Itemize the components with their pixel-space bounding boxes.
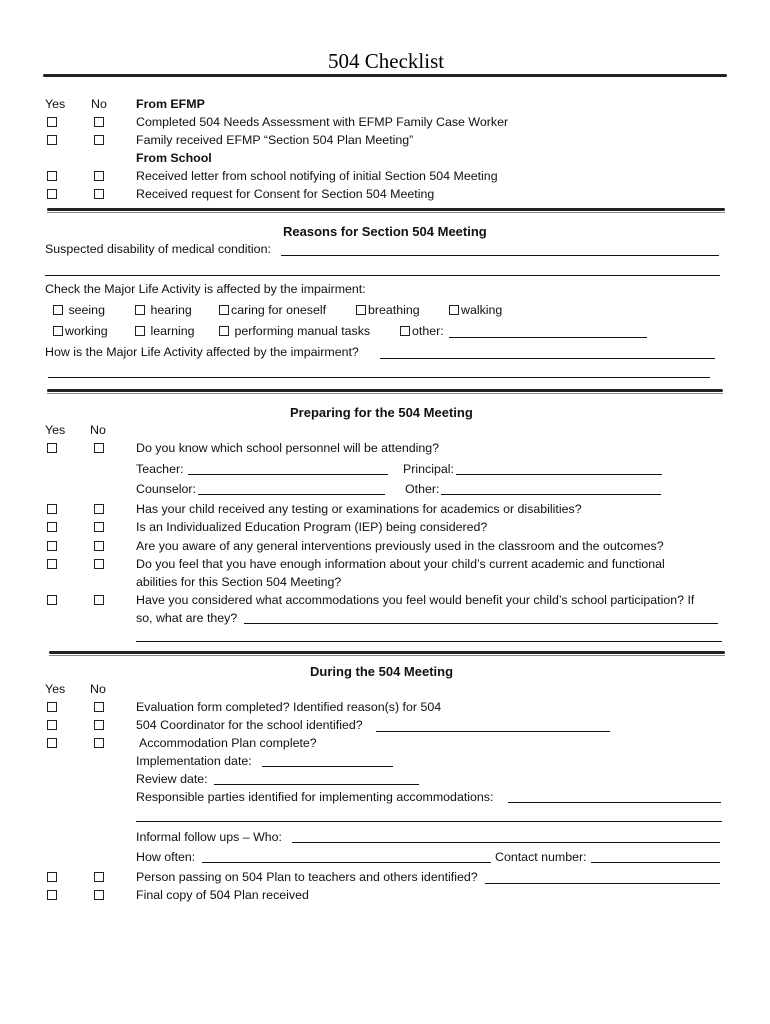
implementation-date-field[interactable] [262, 766, 393, 767]
prep-q3-yes-checkbox[interactable] [47, 522, 57, 532]
no-header: No [90, 423, 106, 437]
efmp-item2-no-checkbox[interactable] [94, 135, 104, 145]
during-q1-text: Evaluation form completed? Identified reason(s) for 504 [136, 700, 442, 714]
page-title: 504 Checklist [328, 49, 445, 73]
activity-working[interactable] [53, 325, 108, 337]
person-passing-field[interactable] [485, 883, 720, 884]
prep-q5-yes-checkbox[interactable] [47, 559, 57, 569]
how-often-field[interactable] [202, 862, 491, 863]
other-personnel-label: Other: [405, 482, 440, 496]
during-q3-no-checkbox[interactable] [94, 738, 104, 748]
during-q1-no-checkbox[interactable] [94, 702, 104, 712]
school-heading: From School [136, 151, 212, 165]
during-q4-yes-checkbox[interactable] [47, 872, 57, 882]
activity-seeing[interactable] [53, 304, 105, 316]
prep-q4-no-checkbox[interactable] [94, 541, 104, 551]
contact-label: Contact number: [495, 850, 587, 864]
efmp-item2-text: Family received EFMP “Section 504 Plan Meeting” [136, 133, 414, 147]
implementation-label: Implementation date: [136, 754, 252, 768]
efmp-item2-yes-checkbox[interactable] [47, 135, 57, 145]
school-item2-no-checkbox[interactable] [94, 189, 104, 199]
activity-breathing[interactable] [356, 304, 420, 316]
suspected-field-line2[interactable] [45, 275, 720, 276]
counselor-field[interactable] [198, 494, 385, 495]
manual-checkbox[interactable] [219, 326, 229, 336]
section-divider [47, 208, 725, 211]
contact-number-field[interactable] [591, 862, 720, 863]
during-q2-yes-checkbox[interactable] [47, 720, 57, 730]
prep-q6-yes-checkbox[interactable] [47, 595, 57, 605]
yes-header: Yes [45, 682, 66, 696]
prep-q2-text: Has your child received any testing or examinations for academics or disabilities? [136, 502, 582, 516]
other-personnel-field[interactable] [441, 494, 661, 495]
section-divider-shadow [47, 393, 723, 394]
responsible-field[interactable] [508, 802, 721, 803]
accommodations-field[interactable] [244, 623, 718, 624]
during-q2-text: 504 Coordinator for the school identified? [136, 718, 363, 732]
during-q5-yes-checkbox[interactable] [47, 890, 57, 900]
working-checkbox[interactable] [53, 326, 63, 336]
how-affected-field-line2[interactable] [48, 377, 710, 378]
section-divider-shadow [47, 212, 725, 213]
other-label: other: [412, 324, 444, 338]
during-q5-text: Final copy of 504 Plan received [136, 888, 309, 902]
accommodations-field-line2[interactable] [136, 641, 722, 642]
learning-checkbox[interactable] [135, 326, 145, 336]
prep-q5-text-cont: abilities for this Section 504 Meeting? [136, 575, 342, 589]
review-label: Review date: [136, 772, 208, 786]
review-date-field[interactable] [214, 784, 419, 785]
how-often-label: How often: [136, 850, 196, 864]
during-q3-text: Accommodation Plan complete? [139, 736, 317, 750]
seeing-label: seeing [68, 303, 105, 317]
efmp-item1-yes-checkbox[interactable] [47, 117, 57, 127]
hearing-checkbox[interactable] [135, 305, 145, 315]
prep-q2-no-checkbox[interactable] [94, 504, 104, 514]
prep-q5-no-checkbox[interactable] [94, 559, 104, 569]
during-q4-text: Person passing on 504 Plan to teachers and others identified? [136, 870, 478, 884]
no-header: No [91, 97, 107, 111]
manual-label: performing manual tasks [234, 324, 371, 338]
coordinator-field[interactable] [376, 731, 610, 732]
school-item1-no-checkbox[interactable] [94, 171, 104, 181]
yes-header: Yes [45, 423, 66, 437]
prep-q6-no-checkbox[interactable] [94, 595, 104, 605]
school-item2-yes-checkbox[interactable] [47, 189, 57, 199]
prep-q3-text: Is an Individualized Education Program (IEP) being considered? [136, 520, 488, 534]
prep-q4-text: Are you aware of any general interventions previously used in the classroom and the outcomes? [136, 539, 664, 553]
counselor-label: Counselor: [136, 482, 196, 496]
efmp-item1-no-checkbox[interactable] [94, 117, 104, 127]
during-q4-no-checkbox[interactable] [94, 872, 104, 882]
principal-field[interactable] [456, 474, 662, 475]
caring-checkbox[interactable] [219, 305, 229, 315]
title-rule [43, 74, 727, 77]
school-item2-text: Received request for Consent for Section 504 Meeting [136, 187, 435, 201]
hearing-label: hearing [150, 303, 192, 317]
section-divider [47, 389, 723, 392]
school-item1-yes-checkbox[interactable] [47, 171, 57, 181]
suspected-label: Suspected disability of medical condition: [45, 242, 271, 256]
during-q5-no-checkbox[interactable] [94, 890, 104, 900]
teacher-label: Teacher: [136, 462, 184, 476]
during-heading: During the 504 Meeting [310, 664, 454, 679]
during-q2-no-checkbox[interactable] [94, 720, 104, 730]
yes-header: Yes [45, 97, 66, 111]
teacher-field[interactable] [188, 474, 388, 475]
working-label: working [65, 324, 108, 338]
walking-label: walking [461, 303, 503, 317]
section-divider [49, 651, 725, 654]
responsible-field-line2[interactable] [136, 821, 722, 822]
responsible-label: Responsible parties identified for implementing accommodations: [136, 790, 494, 804]
breathing-label: breathing [368, 303, 420, 317]
no-header: No [90, 682, 106, 696]
activity-learning[interactable] [135, 325, 195, 337]
how-affected-field[interactable] [380, 358, 715, 359]
informal-who-field[interactable] [292, 842, 720, 843]
prep-q5-text: Do you feel that you have enough information about your child’s current academic and functional [136, 557, 665, 571]
breathing-checkbox[interactable] [356, 305, 366, 315]
prep-q2-yes-checkbox[interactable] [47, 504, 57, 514]
efmp-heading: From EFMP [136, 97, 205, 111]
prep-q4-yes-checkbox[interactable] [47, 541, 57, 551]
walking-checkbox[interactable] [449, 305, 459, 315]
check-major-label: Check the Major Life Activity is affected by the impairment: [45, 282, 366, 296]
activity-hearing[interactable] [135, 304, 192, 316]
suspected-field[interactable] [281, 255, 719, 256]
learning-label: learning [150, 324, 195, 338]
prep-q1-no-checkbox[interactable] [94, 443, 104, 453]
caring-label: caring for oneself [231, 303, 327, 317]
how-affected-label: How is the Major Life Activity affected by the impairment? [45, 345, 359, 359]
during-q1-yes-checkbox[interactable] [47, 702, 57, 712]
activity-walking[interactable] [449, 304, 502, 316]
during-q3-yes-checkbox[interactable] [47, 738, 57, 748]
other-checkbox[interactable] [400, 326, 410, 336]
prep-q1-text: Do you know which school personnel will be attending? [136, 441, 440, 455]
informal-label: Informal follow ups – Who: [136, 830, 282, 844]
efmp-item1-text: Completed 504 Needs Assessment with EFMP Family Case Worker [136, 115, 509, 129]
reasons-heading: Reasons for Section 504 Meeting [283, 224, 487, 239]
section-divider-shadow [49, 655, 725, 656]
activity-manual[interactable] [219, 325, 370, 337]
activity-caring[interactable] [219, 304, 326, 316]
activity-other[interactable] [400, 325, 444, 337]
seeing-checkbox[interactable] [53, 305, 63, 315]
school-item1-text: Received letter from school notifying of initial Section 504 Meeting [136, 169, 498, 183]
prep-q3-no-checkbox[interactable] [94, 522, 104, 532]
prep-q1-yes-checkbox[interactable] [47, 443, 57, 453]
prep-q6-text-cont: so, what are they? [136, 611, 238, 625]
preparing-heading: Preparing for the 504 Meeting [290, 405, 473, 420]
principal-label: Principal: [403, 462, 454, 476]
other-activity-field[interactable] [449, 337, 647, 338]
prep-q6-text: Have you considered what accommodations you feel would benefit your child’s school participation? If [136, 593, 695, 607]
